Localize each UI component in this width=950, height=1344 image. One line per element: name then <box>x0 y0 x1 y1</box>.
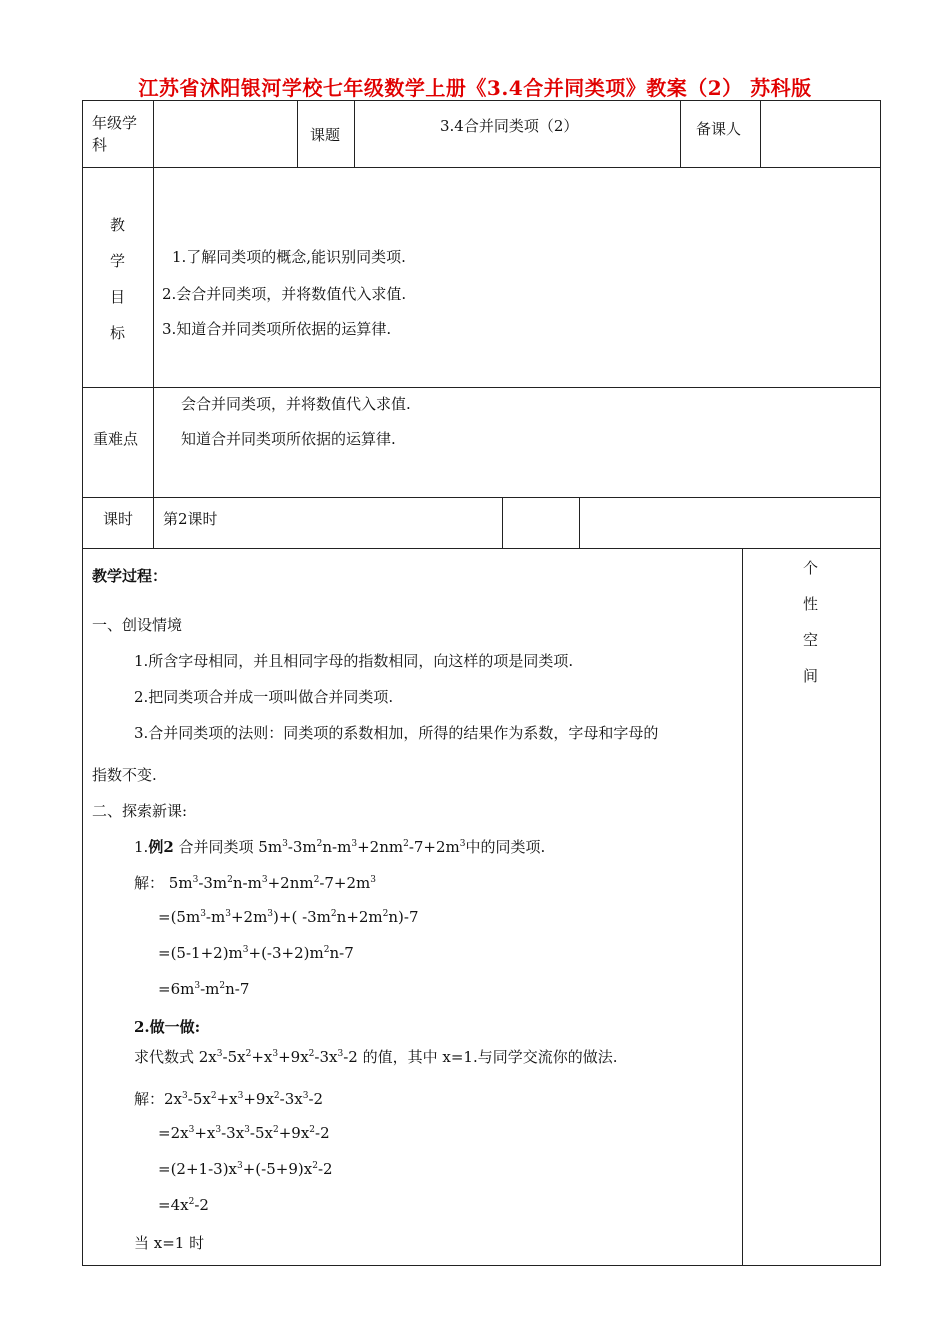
exponent: 2 <box>245 1049 252 1059</box>
exponent: 3 <box>216 1049 223 1059</box>
math-text: n-m <box>232 874 262 892</box>
exponent: 2 <box>188 1197 195 1207</box>
math-text: -7+2m <box>319 874 371 892</box>
math-text: -5x <box>249 1124 273 1142</box>
row4-divider-a <box>502 497 503 549</box>
exponent: 3 <box>459 839 466 849</box>
math-text: =6m <box>158 980 195 998</box>
math-text: =2x <box>158 1124 189 1142</box>
grade-subject-label-line2: 科 <box>92 136 108 154</box>
solution1-line4 <box>158 980 249 998</box>
section-title: 二、探索新课: <box>92 802 188 820</box>
exponent: 2 <box>313 875 320 885</box>
personal-space-char: 个 <box>803 559 819 577</box>
grade-subject-label-line1: 年级学 <box>92 114 138 132</box>
topic-label: 课题 <box>310 126 341 144</box>
solution2-line3 <box>158 1160 333 1178</box>
personal-space-char: 空 <box>803 631 819 649</box>
math-text: n-7 <box>329 944 354 962</box>
paragraph-continuation: 指数不变. <box>92 766 157 784</box>
math-text: -7+2m <box>408 838 460 856</box>
key-points-label: 重难点 <box>93 430 139 448</box>
math-text: -3x <box>221 1124 245 1142</box>
objectives-label-char: 教 <box>110 216 126 234</box>
example-label: 例2 <box>148 838 174 856</box>
math-text: n-m <box>322 838 352 856</box>
math-text: +(-3+2)m <box>248 944 324 962</box>
exponent: 3 <box>237 1091 244 1101</box>
exponent: 2 <box>382 909 389 919</box>
solution2-line2 <box>158 1124 330 1142</box>
topic-value: 3.4合并同类项（2） <box>440 117 579 135</box>
solution1-line3 <box>158 944 354 962</box>
exponent: 3 <box>351 839 358 849</box>
math-text: =(5-1+2)m <box>158 944 243 962</box>
math-text: n+2m <box>336 908 383 926</box>
objective-item: 1.了解同类项的概念,能识别同类项. <box>172 248 406 266</box>
exponent: 3 <box>272 1049 279 1059</box>
exponent: 3 <box>244 1125 250 1135</box>
exponent: 2 <box>316 839 323 849</box>
row1-divider-c <box>680 100 681 167</box>
try-it-heading: 2.做一做: <box>134 1018 201 1036</box>
exponent: 3 <box>200 909 206 919</box>
exponent: 2 <box>308 1049 315 1059</box>
paragraph: 3.合并同类项的法则：同类项的系数相加，所得的结果作为系数，字母和字母的 <box>134 724 659 742</box>
paragraph: 2.把同类项合并成一项叫做合并同类项. <box>134 688 394 706</box>
exponent: 3 <box>370 875 376 885</box>
math-text: +9x <box>278 1124 310 1142</box>
objectives-label-char: 标 <box>110 324 126 342</box>
math-text: n)-7 <box>388 908 419 926</box>
math-text: 求代数式 2x <box>134 1048 217 1066</box>
math-text: -3m <box>287 838 317 856</box>
objectives-label <box>110 207 125 351</box>
math-text: -2 的值，其中 x=1.与同学交流你的做法. <box>343 1048 618 1066</box>
exponent: 3 <box>182 1091 188 1101</box>
math-text: +x <box>216 1090 238 1108</box>
header-row-divider-2 <box>82 387 881 388</box>
math-text: =(5m <box>158 908 201 926</box>
exponent: 2 <box>227 875 233 885</box>
math-text: )+( -3m <box>273 908 331 926</box>
math-text: -5x <box>187 1090 211 1108</box>
math-text: =4x <box>158 1196 189 1214</box>
personal-space-char: 间 <box>803 667 819 685</box>
exponent: 3 <box>225 909 231 919</box>
solution2-line1 <box>134 1088 323 1109</box>
row1-divider-b <box>354 100 355 167</box>
side-column-divider <box>742 548 743 1266</box>
solution2-line4 <box>158 1196 209 1214</box>
exponent: 3 <box>215 1125 222 1135</box>
math-text: -3x <box>279 1090 303 1108</box>
math-text: -3m <box>198 874 228 892</box>
math-text: -m <box>200 980 220 998</box>
solution1-line2 <box>158 908 419 926</box>
math-text: +(-5+9)x <box>242 1160 313 1178</box>
section-title: 一、创设情境 <box>92 616 183 634</box>
math-text: +x <box>251 1048 273 1066</box>
math-text: =(2+1-3)x <box>158 1160 237 1178</box>
math-text: 中的同类项. <box>465 838 546 856</box>
exponent: 3 <box>242 945 249 955</box>
math-text: -3x <box>314 1048 338 1066</box>
math-text: 5m <box>168 874 193 892</box>
exponent: 2 <box>272 1125 279 1135</box>
preparer-label: 备课人 <box>696 120 742 138</box>
key-point-item: 会合并同类项，并将数值代入求值. <box>181 395 411 413</box>
math-text: +9x <box>243 1090 274 1108</box>
objective-item: 3.知道合并同类项所依据的运算律. <box>162 320 392 338</box>
math-text: -2 <box>194 1196 209 1214</box>
document-title: 江苏省沭阳银河学校七年级数学上册《3.4合并同类项》教案（2） 苏科版 <box>138 76 812 100</box>
header-row-divider-1 <box>82 167 881 168</box>
exponent: 2 <box>403 839 409 849</box>
exponent: 3 <box>237 1161 243 1171</box>
paragraph: 1.所含字母相同，并且相同字母的指数相同，向这样的项是同类项. <box>134 652 574 670</box>
personal-space-column <box>803 550 818 694</box>
exponent: 3 <box>194 981 201 991</box>
exponent: 2 <box>273 1091 280 1101</box>
key-point-item: 知道合并同类项所依据的运算律. <box>181 430 396 448</box>
math-text: +x <box>194 1124 216 1142</box>
exponent: 2 <box>323 945 330 955</box>
math-text: +2nm <box>267 874 314 892</box>
math-text: +2m <box>230 908 268 926</box>
math-text: +9x <box>278 1048 309 1066</box>
solution-label: 解： <box>134 874 165 892</box>
label-column-divider <box>153 100 154 549</box>
math-text: -m <box>205 908 226 926</box>
lesson-hours-label: 课时 <box>103 510 134 528</box>
math-text: +2nm <box>357 838 404 856</box>
math-text: -2 <box>317 1160 333 1178</box>
exponent: 3 <box>337 1049 344 1059</box>
exponent: 2 <box>312 1161 318 1171</box>
exponent: 3 <box>302 1091 309 1101</box>
process-heading: 教学过程： <box>92 567 168 585</box>
exponent: 3 <box>282 839 288 849</box>
exponent: 2 <box>309 1125 316 1135</box>
exponent: 3 <box>267 909 274 919</box>
personal-space-char: 性 <box>803 595 819 613</box>
exponent: 2 <box>330 909 337 919</box>
try-it-statement <box>134 1046 617 1067</box>
objectives-label-char: 学 <box>110 252 126 270</box>
header-row-divider-3 <box>82 497 881 498</box>
exponent: 3 <box>192 875 199 885</box>
solution1-line1 <box>134 872 376 893</box>
objectives-label-char: 目 <box>110 288 126 306</box>
math-text: -2 <box>315 1124 330 1142</box>
grade-subject-label <box>92 112 137 156</box>
lesson-hours-value: 第2课时 <box>163 510 218 528</box>
row4-divider-b <box>579 497 580 549</box>
exponent: 3 <box>261 875 268 885</box>
example2-statement <box>134 836 545 857</box>
row1-divider-d <box>760 100 761 167</box>
solution-label: 解： <box>134 1090 165 1108</box>
math-text: -2 <box>308 1090 324 1108</box>
exponent: 2 <box>210 1091 217 1101</box>
when-x-equals-1: 当 x=1 时 <box>134 1234 205 1252</box>
row1-divider-a <box>297 100 298 167</box>
math-text: -5x <box>222 1048 246 1066</box>
exponent: 2 <box>219 981 226 991</box>
math-text: 合并同类项 5m <box>178 838 283 856</box>
exponent: 3 <box>188 1125 195 1135</box>
objective-item: 2.会合并同类项，并将数值代入求值. <box>162 285 407 303</box>
math-text: 2x <box>164 1090 183 1108</box>
math-text: n-7 <box>225 980 250 998</box>
example-number: 1. <box>134 838 149 856</box>
